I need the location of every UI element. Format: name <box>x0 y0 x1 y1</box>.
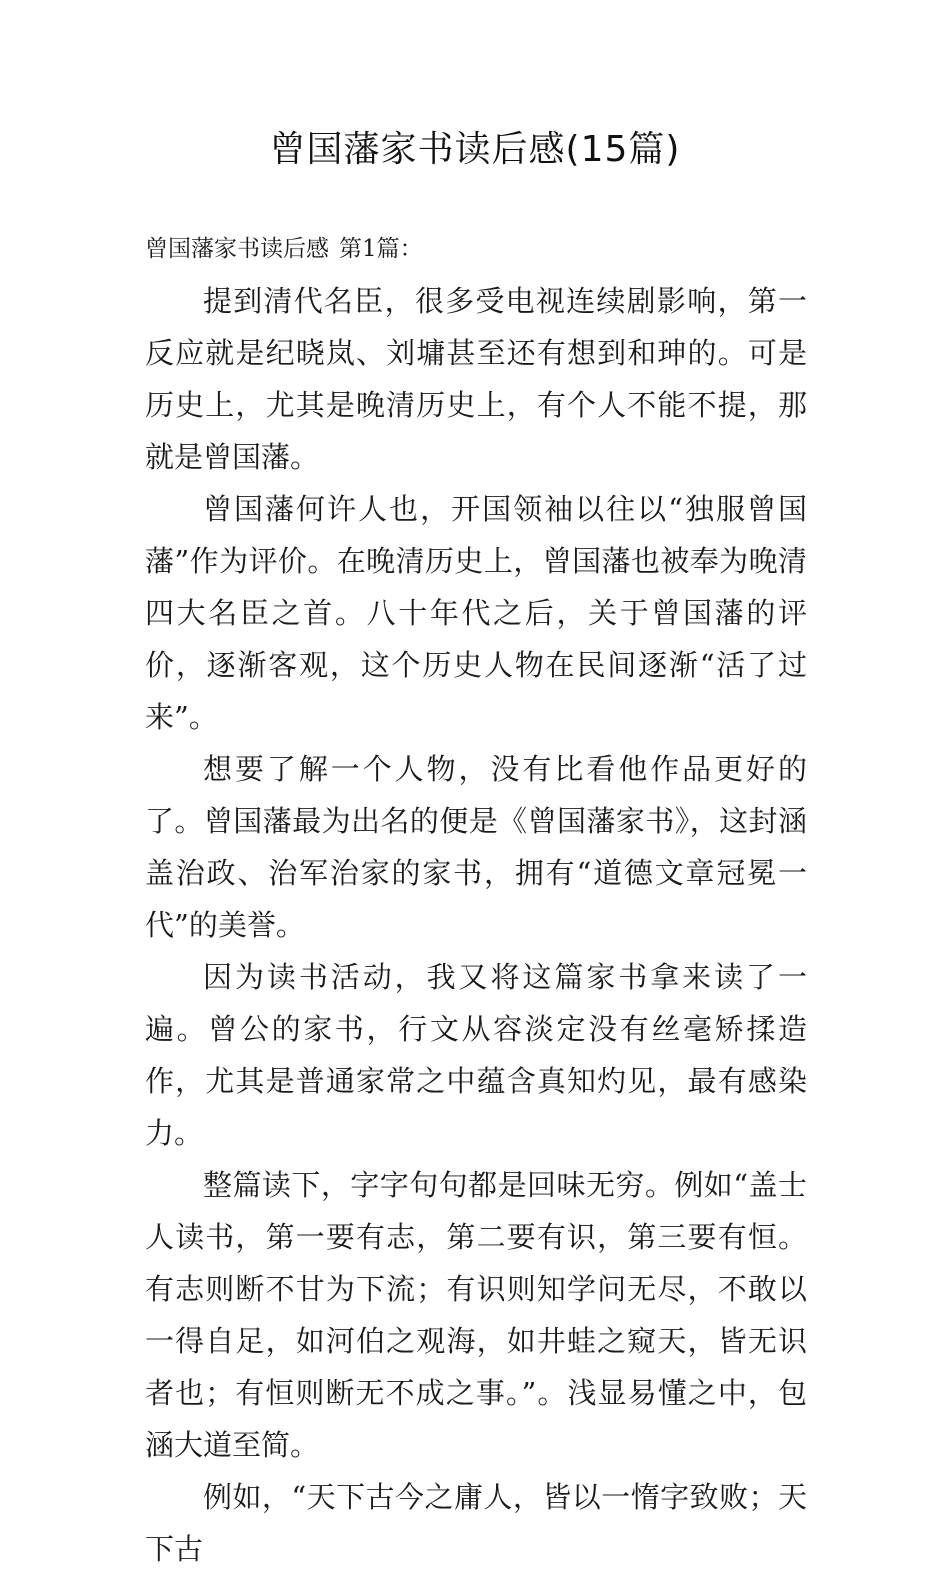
section-number: 第1篇： <box>339 236 423 262</box>
paragraph: 提到清代名臣，很多受电视连续剧影响，第一反应就是纪晓岚、刘墉甚至还有想到和珅的。可是历史上，尤其是晚清历史上，有个人不能不提，那就是曾国藩。 <box>145 284 807 474</box>
document-title: 曾国藩家书读后感(15篇) <box>269 129 681 170</box>
section-label: 曾国藩家书读后感 <box>145 236 329 262</box>
paragraph: 整篇读下，字字句句都是回味无穷。例如“盖士人读书，第一要有志，第二要有识，第三要有恒。有志则断不甘为下流；有识则知学问无尽，不敢以一得自足，如河伯之观海，如井蛙之窥天，皆无识者也；有恒则断无不成之事。”。浅显易懂之中，包涵大道至简。 <box>145 1168 807 1462</box>
article-body <box>145 223 807 1575</box>
paragraph: 曾国藩何许人也，开国领袖以往以“独服曾国藩”作为评价。在晚清历史上，曾国藩也被奉为晚清四大名臣之首。八十年代之后，关于曾国藩的评价，逐渐客观，这个历史人物在民间逐渐“活了过来”。 <box>145 492 807 734</box>
paragraph: 因为读书活动，我又将这篇家书拿来读了一遍。曾公的家书，行文从容淡定没有丝毫矫揉造作，尤其是普通家常之中蕴含真知灼见，最有感染力。 <box>145 960 807 1150</box>
paragraph: 例如，“天下古今之庸人，皆以一惰字致败；天下古 <box>145 1480 807 1566</box>
section-heading <box>145 223 807 275</box>
paragraph: 想要了解一个人物，没有比看他作品更好的了。曾国藩最为出名的便是《曾国藩家书》，这封涵盖治政、治军治家的家书，拥有“道德文章冠冕一代”的美誉。 <box>145 752 807 942</box>
